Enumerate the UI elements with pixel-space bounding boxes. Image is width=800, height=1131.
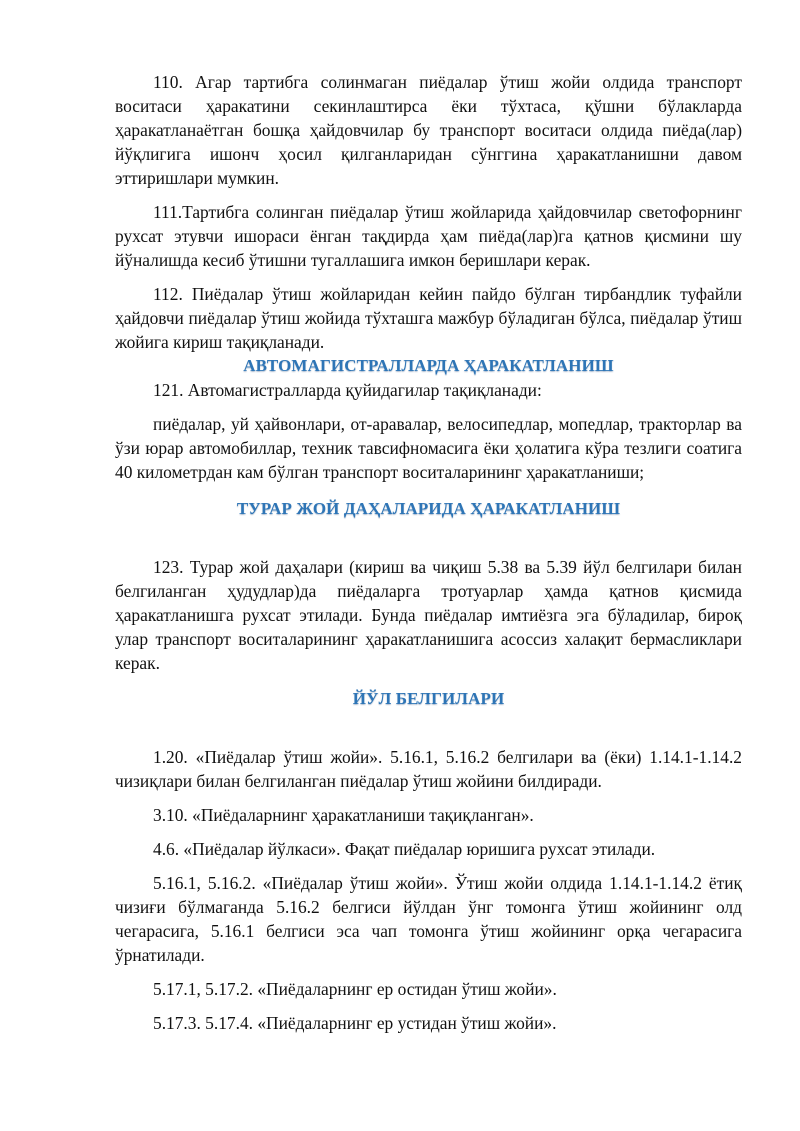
paragraph-111: 111.Тартибга солинган пиёдалар ўтиш жойларида ҳайдовчилар светофорнинг рухсат этувчи ишораси ёнган тақдирда ҳам пиёда(лар)га қатнов қисмини шу йўналишда кесиб ўтишни тугаллашига имкон беришлари керак. — [115, 202, 742, 270]
heading-residential: ТУРАР ЖОЙ ДАҲАЛАРИДА ҲАРАКАТЛАНИШ — [236, 499, 621, 518]
paragraph-121: 121. Автомагистралларда қуйидагилар тақиқланади: — [153, 380, 542, 400]
paragraph-121-list: пиёдалар, уй ҳайвонлари, от-аравалар, велосипедлар, мопедлар, тракторлар ва ўзи юрар автомобиллар, техник тавсифномасига ёки ҳолатига кўра тезлиги соатига 40 километрдан кам бўлган транспорт воситаларининг ҳаракатланиши; — [115, 414, 742, 482]
paragraph-123: 123. Турар жой даҳалари (кириш ва чиқиш 5.38 ва 5.39 йўл белгилари билан белгиланган ҳудудлар)да пиёдаларга тротуарлар ҳамда қатнов қисмида ҳаракатланишга рухсат этилади. Бунда пиёдалар имтиёзга эга бўладилар, бироқ улар транспорт воситаларининг ҳаракатланишига асоссиз халақит бермасликлари керак. — [115, 557, 742, 673]
document-page — [115, 70, 742, 1035]
sign-4-6: 4.6. «Пиёдалар йўлкаси». Фақат пиёдалар юришига рухсат этилади. — [153, 839, 656, 859]
sign-1-20: 1.20. «Пиёдалар ўтиш жойи». 5.16.1, 5.16.2 белгилари ва (ёки) 1.14.1-1.14.2 чизиқлари билан белгиланган пиёдалар ўтиш жойини билдиради. — [115, 747, 742, 791]
sign-5-16: 5.16.1, 5.16.2. «Пиёдалар ўтиш жойи». Ўтиш жойи олдида 1.14.1-1.14.2 ётиқ чизиғи бўлмаганда 5.16.2 белгиси йўлдан ўнг томонга ўтиш жойининг олд чегарасига, 5.16.1 белгиси эса чап томонга ўтиш жойининг орқа чегарасига ўрнатилади. — [115, 873, 742, 965]
paragraph-110: 110. Агар тартибга солинмаган пиёдалар ўтиш жойи олдида транспорт воситаси ҳаракатини секинлаштирса ёки тўхтаса, қўшни бўлакларда ҳаракатланаётган бошқа ҳайдовчилар бу транспорт воситаси олдида пиёда(лар) йўқлигига ишонч ҳосил қилганларидан сўнггина ҳаракатланишни давом эттиришлари мумкин. — [115, 72, 742, 188]
sign-5-17-3: 5.17.3. 5.17.4. «Пиёдаларнинг ер устидан ўтиш жойи». — [153, 1013, 557, 1033]
paragraph-112: 112. Пиёдалар ўтиш жойларидан кейин пайдо бўлган тирбандлик туфайли ҳайдовчи пиёдалар ўтиш жойида тўхташга мажбур бўладиган бўлса, пиёдалар ўтиш жойига кириш тақиқланади. — [115, 284, 742, 352]
heading-road-signs: ЙЎЛ БЕЛГИЛАРИ — [352, 689, 505, 708]
sign-5-17-1: 5.17.1, 5.17.2. «Пиёдаларнинг ер остидан ўтиш жойи». — [153, 979, 557, 999]
sign-3-10: 3.10. «Пиёдаларнинг ҳаракатланиши тақиқланган». — [153, 805, 534, 825]
heading-motorway: АВТОМАГИСТРАЛЛАРДА ҲАРАКАТЛАНИШ — [243, 356, 614, 375]
